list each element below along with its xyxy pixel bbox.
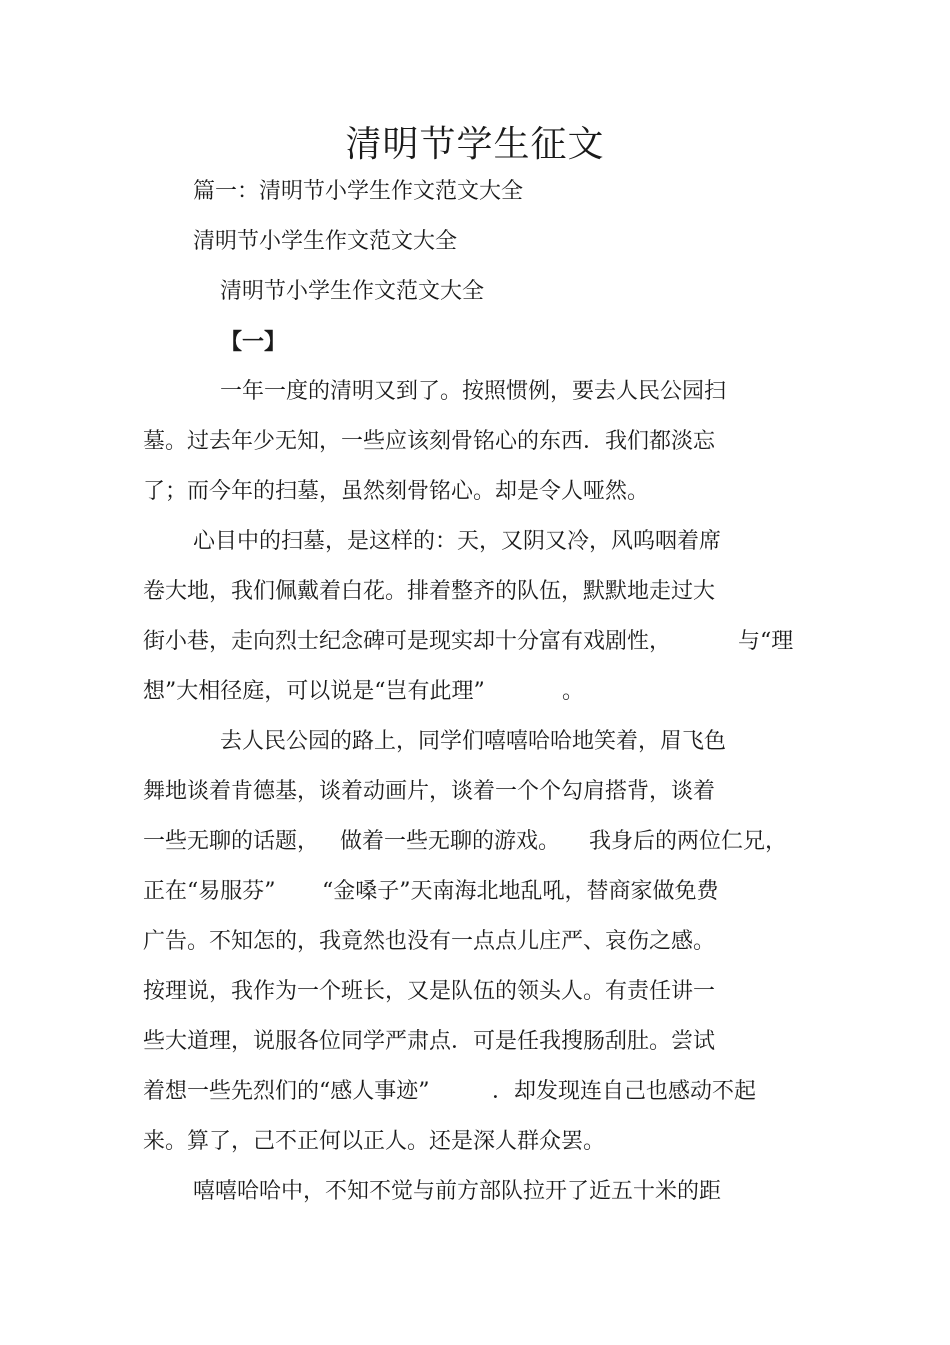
text-line: 。 — [562, 679, 585, 704]
text-line: 嘻嘻哈哈中，不知不觉与前方部队拉开了近五十米的距 — [193, 1179, 722, 1204]
text-line: 与“理 — [738, 629, 794, 654]
text-line: 做着一些无聊的游戏。 — [340, 829, 561, 854]
text-line: 一些无聊的话题， — [143, 829, 320, 854]
document-title: 清明节学生征文 — [345, 124, 605, 165]
text-line: 些大道理，说服各位同学严肃点．可是任我搜肠刮肚。尝试 — [143, 1029, 716, 1054]
heading-line: 清明节小学生作文范文大全 — [220, 279, 485, 304]
text-line: 街小巷，走向烈士纪念碑可是现实却十分富有戏剧性， — [143, 629, 672, 654]
text-line: 去人民公园的路上，同学们嘻嘻哈哈地笑着，眉飞色 — [220, 729, 727, 754]
text-line: 想”大相径庭，可以说是“岂有此理” — [143, 679, 485, 704]
heading-line: 清明节小学生作文范文大全 — [193, 229, 458, 254]
subtitle-line: 篇一：清明节小学生作文范文大全 — [193, 179, 524, 204]
text-line: 心目中的扫墓，是这样的：天，又阴又冷，风呜咽着席 — [193, 529, 722, 554]
text-line: 广告。不知怎的，我竟然也没有一点点儿庄严、哀伤之感。 — [143, 929, 716, 954]
text-line: ．却发现连自己也感动不起 — [492, 1079, 757, 1104]
text-line: 正在“易服芬” — [143, 879, 276, 904]
section-marker: 【一】 — [220, 329, 287, 355]
text-line: 墓。过去年少无知，一些应该刻骨铭心的东西．我们都淡忘 — [143, 429, 716, 454]
text-line: 着想一些先烈们的“感人事迹” — [143, 1079, 430, 1104]
text-line: 舞地谈着肯德基，谈着动画片，谈着一个个勾肩搭背，谈着 — [143, 779, 716, 804]
text-line: 卷大地，我们佩戴着白花。排着整齐的队伍，默默地走过大 — [143, 579, 716, 604]
text-line: 来。算了，己不正何以正人。还是深人群众罢。 — [143, 1129, 606, 1154]
text-line: 按理说，我作为一个班长，又是队伍的领头人。有责任讲一 — [143, 979, 716, 1004]
text-line: 我身后的两位仁兄， — [589, 829, 788, 854]
text-line: “金嗓子”天南海北地乱吼，替商家做免费 — [322, 879, 719, 904]
text-line: 一年一度的清明又到了。按照惯例，要去人民公园扫 — [220, 379, 727, 404]
text-line: 了；而今年的扫墓，虽然刻骨铭心。却是令人哑然。 — [143, 479, 650, 504]
